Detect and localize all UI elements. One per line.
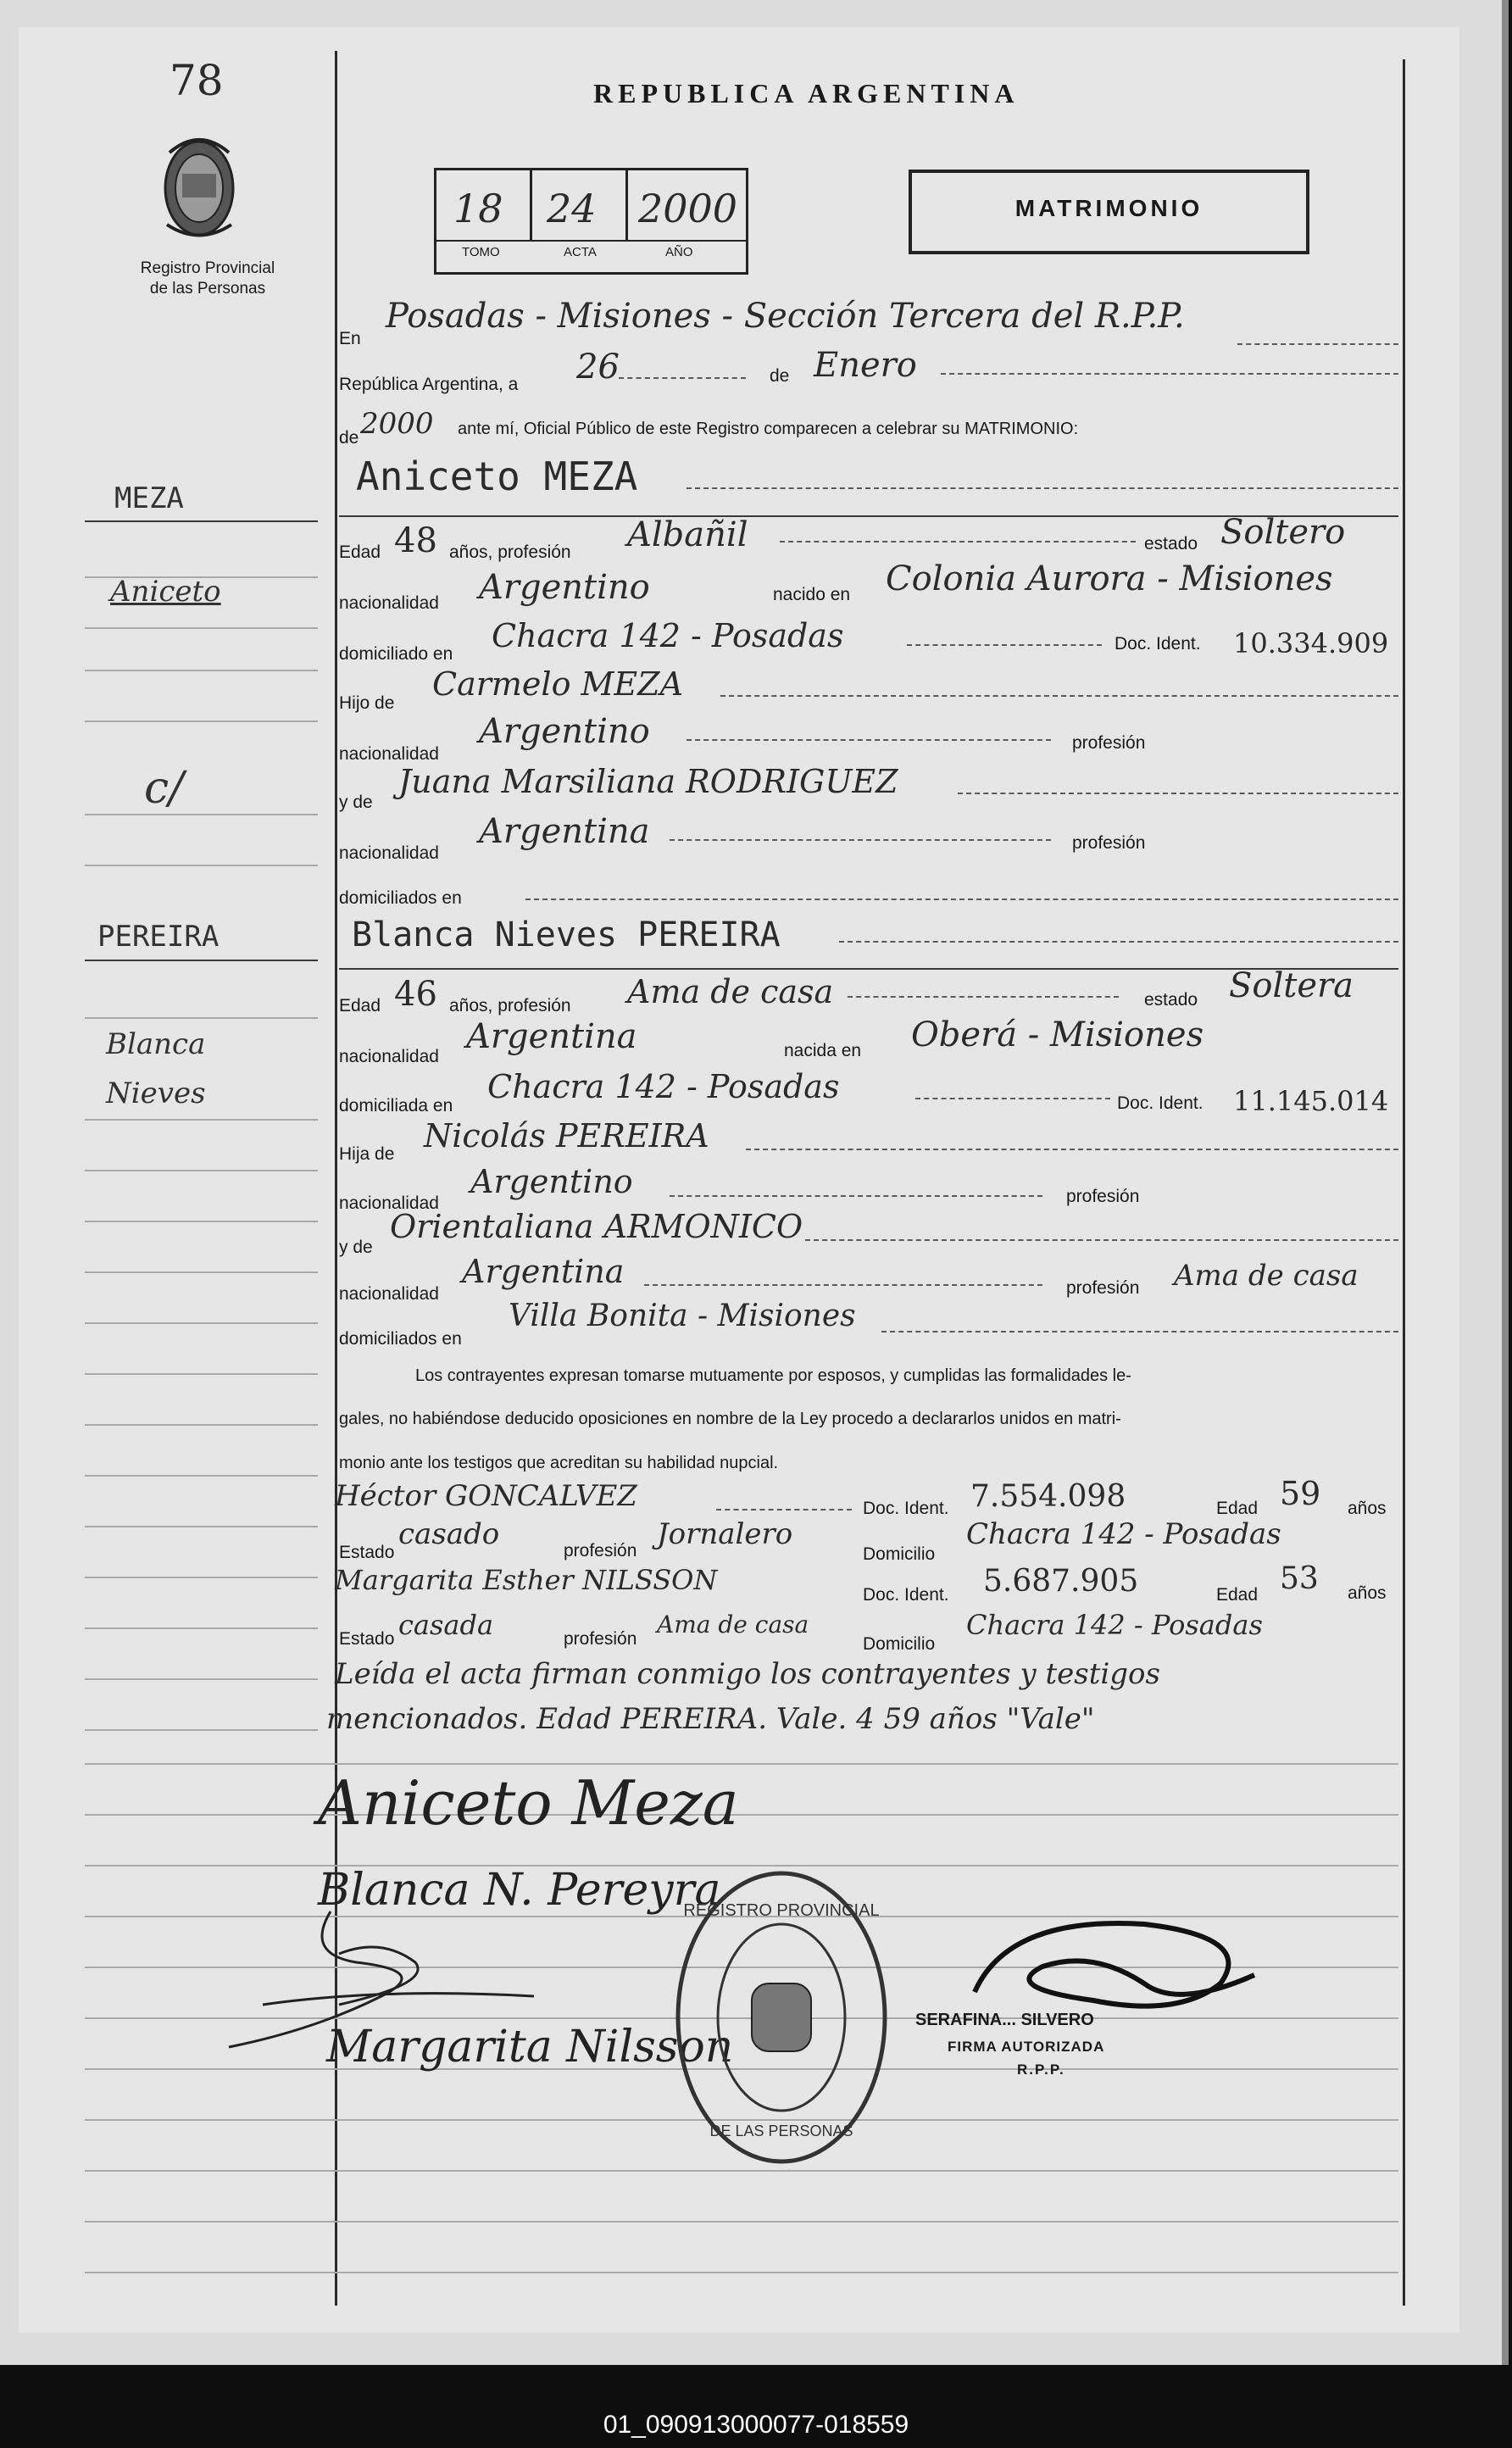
bride-profession: Ama de casa <box>627 973 834 1010</box>
groom-birthplace: Colonia Aurora - Misiones <box>886 559 1333 598</box>
margin-bride-name-2: Nieves <box>106 1077 206 1110</box>
line <box>85 1577 318 1578</box>
bride-doc-label: Doc. Ident. <box>1117 1093 1203 1113</box>
line <box>687 487 1398 489</box>
official-name: SERAFINA... SILVERO <box>915 2011 1094 2029</box>
official-role: FIRMA AUTORIZADA <box>948 2039 1105 2055</box>
bride-age: 46 <box>394 975 437 1014</box>
witness-1-doc-label: Doc. Ident. <box>863 1499 949 1518</box>
page-number: 78 <box>170 56 224 105</box>
line <box>85 1526 318 1527</box>
bride-age-label: Edad <box>339 996 381 1015</box>
witness-2-status-label: Estado <box>339 1629 395 1649</box>
groom-father-nationality: Argentino <box>479 712 650 751</box>
line <box>85 1627 318 1629</box>
witness-1-status-label: Estado <box>339 1543 395 1562</box>
line <box>85 1017 318 1019</box>
groom-address: Chacra 142 - Posadas <box>492 617 844 654</box>
margin-bride-name-1: Blanca <box>106 1027 206 1061</box>
declaration-line-1: Los contrayentes expresan tomarse mutuamente por esposos, y cumplidas las formalidades le- <box>415 1366 1131 1385</box>
witness-2-doc: 5.687.905 <box>983 1564 1139 1599</box>
signature-witness-2: Margarita Nilsson <box>326 2022 734 2072</box>
groom-doc-label: Doc. Ident. <box>1115 634 1201 654</box>
groom-father-label: Hijo de <box>339 693 395 713</box>
line <box>644 1284 1042 1286</box>
groom-profession: Albañil <box>627 515 748 554</box>
line <box>85 1119 318 1121</box>
ano-value: 2000 <box>638 186 738 231</box>
margin-groom-surname: MEZA <box>114 481 184 515</box>
bride-address: Chacra 142 - Posadas <box>487 1068 840 1105</box>
acta-label: ACTA <box>564 245 597 259</box>
groom-doc: 10.334.909 <box>1233 627 1389 659</box>
bride-doc: 11.145.014 <box>1233 1085 1389 1117</box>
bride-mother-prof-label: profesión <box>1066 1278 1140 1298</box>
groom-father-prof-label: profesión <box>1072 733 1146 753</box>
bride-father-prof-label: profesión <box>1066 1187 1140 1206</box>
right-border-line <box>1403 59 1405 2306</box>
groom-nationality: Argentino <box>479 568 650 607</box>
ano-label: AÑO <box>665 245 693 259</box>
bride-nationality: Argentina <box>466 1017 637 1056</box>
line <box>670 839 1051 841</box>
groom-estado-label: estado <box>1144 534 1198 554</box>
de-year-label: de <box>339 428 359 448</box>
groom-mother-nat-label: nacionalidad <box>339 843 439 863</box>
groom-father: Carmelo MEZA <box>432 665 684 703</box>
line <box>881 1331 1398 1332</box>
witness-1-age-label: Edad <box>1216 1499 1259 1518</box>
line <box>85 1373 318 1375</box>
groom-father-nat-label: nacionalidad <box>339 744 439 764</box>
document-id: 01_090913000077-018559 <box>603 2411 909 2439</box>
witness-2-name: Margarita Esther NILSSON <box>335 1564 718 1596</box>
line <box>85 1763 1398 1765</box>
bride-father: Nicolás PEREIRA <box>424 1117 709 1154</box>
year-value: 2000 <box>360 407 434 441</box>
line <box>85 814 318 815</box>
groom-age: 48 <box>394 521 437 560</box>
line <box>525 899 1398 900</box>
line <box>941 373 1398 375</box>
svg-text:DE LAS PERSONAS: DE LAS PERSONAS <box>709 2123 853 2139</box>
tomo-label: TOMO <box>462 245 500 259</box>
declaration-line-2: gales, no habiéndose deducido oposiciones en nombre de la Ley procedo a declararlos unidos en matri- <box>339 1410 1121 1428</box>
line <box>85 1322 318 1324</box>
bride-civil-status: Soltera <box>1229 966 1354 1005</box>
groom-civil-status: Soltero <box>1220 513 1346 552</box>
witness-1-profession: Jornalero <box>657 1517 793 1551</box>
coat-of-arms-emblem <box>157 127 242 246</box>
witness-2-address: Chacra 142 - Posadas <box>966 1609 1263 1641</box>
republica-label: República Argentina, a <box>339 375 519 394</box>
bride-birthplace: Oberá - Misiones <box>911 1015 1204 1054</box>
registry-seal-stamp <box>671 1865 892 2170</box>
line <box>85 960 318 961</box>
witness-1-doc: 7.554.098 <box>970 1479 1126 1514</box>
line <box>85 670 318 671</box>
bride-mother-nat-label: nacionalidad <box>339 1284 439 1304</box>
en-label: En <box>339 329 361 348</box>
registry-numbers-box <box>434 168 748 275</box>
act-type-box <box>909 170 1309 254</box>
bride-father-nationality: Argentino <box>470 1163 633 1200</box>
bride-address-label: domiciliada en <box>339 1096 453 1116</box>
line <box>85 520 318 522</box>
line <box>780 541 1136 542</box>
registry-name: Registro Provincial de las Personas <box>140 259 275 298</box>
day-value: 26 <box>576 348 620 387</box>
line <box>720 695 1398 697</box>
de-label: de <box>770 366 790 386</box>
line <box>85 720 318 722</box>
bride-estado-label: estado <box>1144 990 1198 1010</box>
line <box>85 627 318 629</box>
groom-age-label: Edad <box>339 542 381 562</box>
groom-nationality-label: nacionalidad <box>339 593 439 613</box>
svg-text:REGISTRO PROVINCIAL: REGISTRO PROVINCIAL <box>683 1901 880 1920</box>
witness-2-address-label: Domicilio <box>863 1634 936 1654</box>
witness-2-age: 53 <box>1280 1561 1319 1596</box>
country-title: REPUBLICA ARGENTINA <box>593 78 1020 108</box>
groom-mother-prof-label: profesión <box>1072 833 1146 853</box>
groom-mother: Juana Marsiliana RODRIGUEZ <box>398 763 898 800</box>
line <box>85 2170 1398 2172</box>
witness-2-prof-label: profesión <box>564 1629 637 1649</box>
acta-value: 24 <box>547 186 597 231</box>
month-value: Enero <box>814 346 917 385</box>
official-rpp: R.P.P. <box>1017 2061 1065 2078</box>
signature-groom: Aniceto Meza <box>318 1767 739 1839</box>
line <box>85 865 318 866</box>
bride-birthplace-label: nacida en <box>784 1041 862 1060</box>
groom-mother-nationality: Argentina <box>479 812 650 851</box>
witness-1-status: casado <box>398 1517 500 1551</box>
bride-full-name: Blanca Nieves PEREIRA <box>352 915 781 954</box>
bride-father-nat-label: nacionalidad <box>339 1193 439 1213</box>
line <box>746 1149 1398 1150</box>
witness-2-status: casada <box>398 1609 494 1641</box>
margin-bride-surname: PEREIRA <box>97 920 220 954</box>
line <box>848 996 1119 998</box>
groom-birthplace-label: nacido en <box>773 585 851 604</box>
intro-text: ante mí, Oficial Público de este Registro comparecen a celebrar su MATRIMONIO: <box>458 420 1079 438</box>
witness-2-profession: Ama de casa <box>657 1611 809 1638</box>
groom-parents-address-label: domiciliados en <box>339 888 462 908</box>
line <box>839 941 1398 943</box>
tomo-value: 18 <box>453 186 503 231</box>
witness-2-doc-label: Doc. Ident. <box>863 1585 949 1605</box>
closing-line-2: mencionados. Edad PEREIRA. Vale. 4 59 años "Vale" <box>326 1702 1095 1736</box>
line <box>958 793 1398 794</box>
act-type-label: MATRIMONIO <box>1014 195 1203 221</box>
bride-mother-profession: Ama de casa <box>1174 1259 1359 1293</box>
line <box>85 1475 318 1477</box>
groom-mother-label: y de <box>339 793 373 812</box>
place-value: Posadas - Misiones - Sección Tercera del R.P.P. <box>386 297 1185 336</box>
line <box>687 739 1051 741</box>
line <box>85 2221 1398 2223</box>
line <box>85 1221 318 1222</box>
witness-1-address: Chacra 142 - Posadas <box>966 1517 1281 1551</box>
witness-1-anos-label: años <box>1348 1499 1387 1518</box>
line <box>85 1678 318 1680</box>
bride-mother: Orientaliana ARMONICO <box>390 1208 803 1245</box>
declaration-line-3: monio ante los testigos que acreditan su habilidad nupcial. <box>339 1454 779 1472</box>
closing-line-1: Leída el acta firman conmigo los contrayentes y testigos <box>335 1657 1160 1691</box>
margin-connector: c/ <box>144 763 184 814</box>
witness-2-age-label: Edad <box>1216 1585 1259 1605</box>
witness-1-address-label: Domicilio <box>863 1544 936 1564</box>
line <box>670 1195 1042 1197</box>
line <box>716 1509 852 1511</box>
groom-full-name: Aniceto MEZA <box>356 453 638 499</box>
bride-father-label: Hija de <box>339 1144 395 1164</box>
line <box>85 576 318 578</box>
line <box>85 1729 318 1731</box>
line <box>1237 343 1398 345</box>
bride-mother-label: y de <box>339 1238 373 1257</box>
bride-anos-profesion-label: años, profesión <box>449 996 571 1015</box>
line <box>85 1424 318 1426</box>
line <box>619 377 746 379</box>
line <box>907 644 1102 646</box>
margin-groom-name: Aniceto <box>110 575 221 609</box>
witness-2-anos-label: años <box>1348 1583 1387 1603</box>
bride-parents-address: Villa Bonita - Misiones <box>509 1299 856 1333</box>
line <box>85 1814 1398 1816</box>
witness-1-name: Héctor GONCALVEZ <box>335 1479 637 1513</box>
bride-parents-address-label: domiciliados en <box>339 1329 462 1349</box>
line <box>915 1098 1110 1099</box>
line <box>85 1271 318 1273</box>
bride-mother-nationality: Argentina <box>462 1253 625 1290</box>
line <box>85 2272 1398 2273</box>
signature-bride: Blanca N. Pereyra <box>318 1865 721 1916</box>
line <box>85 1170 318 1171</box>
bride-nationality-label: nacionalidad <box>339 1047 439 1066</box>
witness-1-age: 59 <box>1280 1475 1321 1512</box>
groom-anos-profesion-label: años, profesión <box>449 542 571 562</box>
line <box>805 1239 1398 1241</box>
groom-address-label: domiciliado en <box>339 644 453 664</box>
witness-1-prof-label: profesión <box>564 1541 637 1561</box>
